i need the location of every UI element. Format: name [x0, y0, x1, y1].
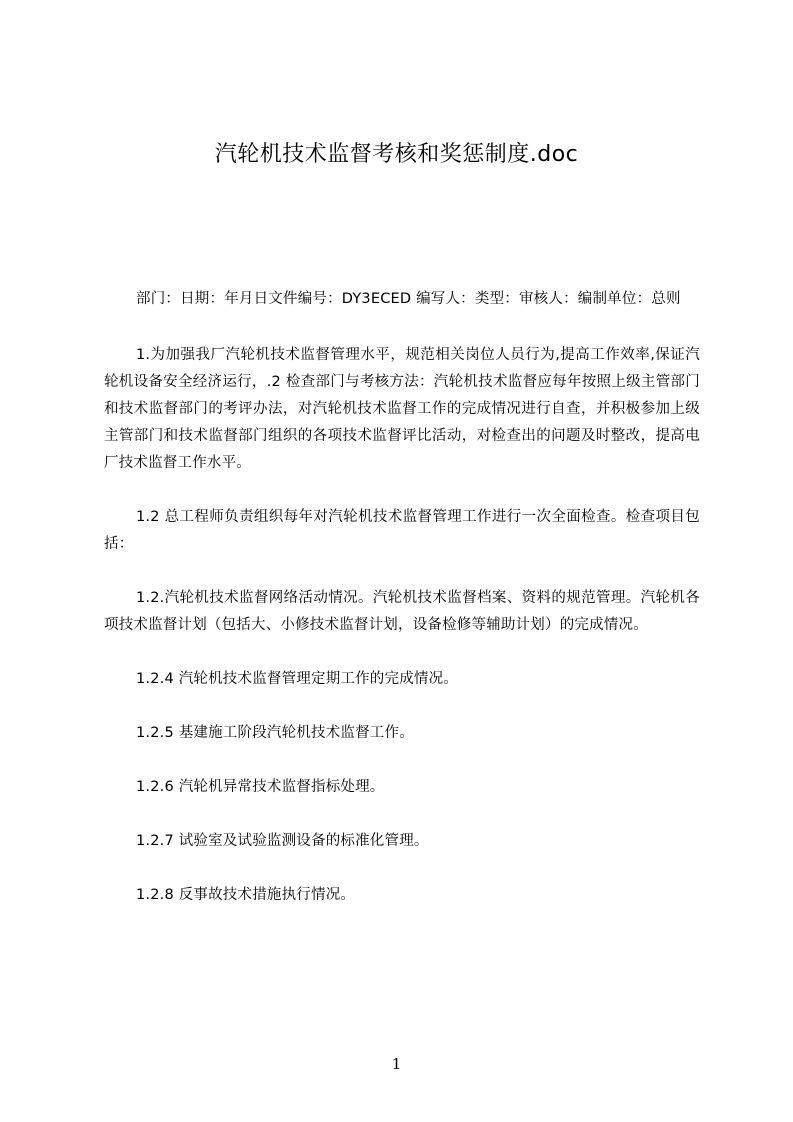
- abnormal-indicator-paragraph: 1.2.6 汽轮机异常技术监督指标处理。: [136, 779, 385, 795]
- network-activity-paragraph: 1.2.汽轮机技术监督网络活动情况。汽轮机技术监督档案、资料的规范管理。汽轮机各项技术监督计划（包括大、小修技术监督计划，设备检修等辅助计划）的完成情况。: [104, 590, 700, 633]
- inspection-scope-paragraph: 1.2 总工程师负责组织每年对汽轮机技术监督管理工作进行一次全面检查。检查项目包括：: [104, 509, 700, 552]
- construction-stage-paragraph: 1.2.5 基建施工阶段汽轮机技术监督工作。: [136, 725, 414, 741]
- lab-standardization-paragraph: 1.2.7 试验室及试验监测设备的标准化管理。: [136, 833, 429, 849]
- page-number: 1: [391, 1055, 402, 1073]
- regular-work-paragraph: 1.2.4 汽轮机技术监督管理定期工作的完成情况。: [136, 671, 459, 687]
- document-body: [104, 286, 700, 936]
- document-title: 汽轮机技术监督考核和奖惩制度.doc: [214, 142, 579, 167]
- anti-accident-paragraph: 1.2.8 反事故技术措施执行情况。: [136, 887, 356, 903]
- header-info-paragraph: 部门：日期：年月日文件编号：DY3ECED 编写人：类型：审核人：编制单位：总则: [136, 291, 681, 307]
- purpose-paragraph: 1.为加强我厂汽轮机技术监督管理水平，规范相关岗位人员行为,提高工作效率,保证汽轮机设备安全经济运行，.2 检查部门与考核方法：汽轮机技术监督应每年按照上级主管部门和技术监督部门的考评办法，对汽轮机技术监督工作的完成情况进行自查，并积极参加上级主管部门和技术监督部门组织的各项技术监督评比活动，对检查出的问题及时整改，提高电厂技术监督工作水平。: [104, 347, 700, 471]
